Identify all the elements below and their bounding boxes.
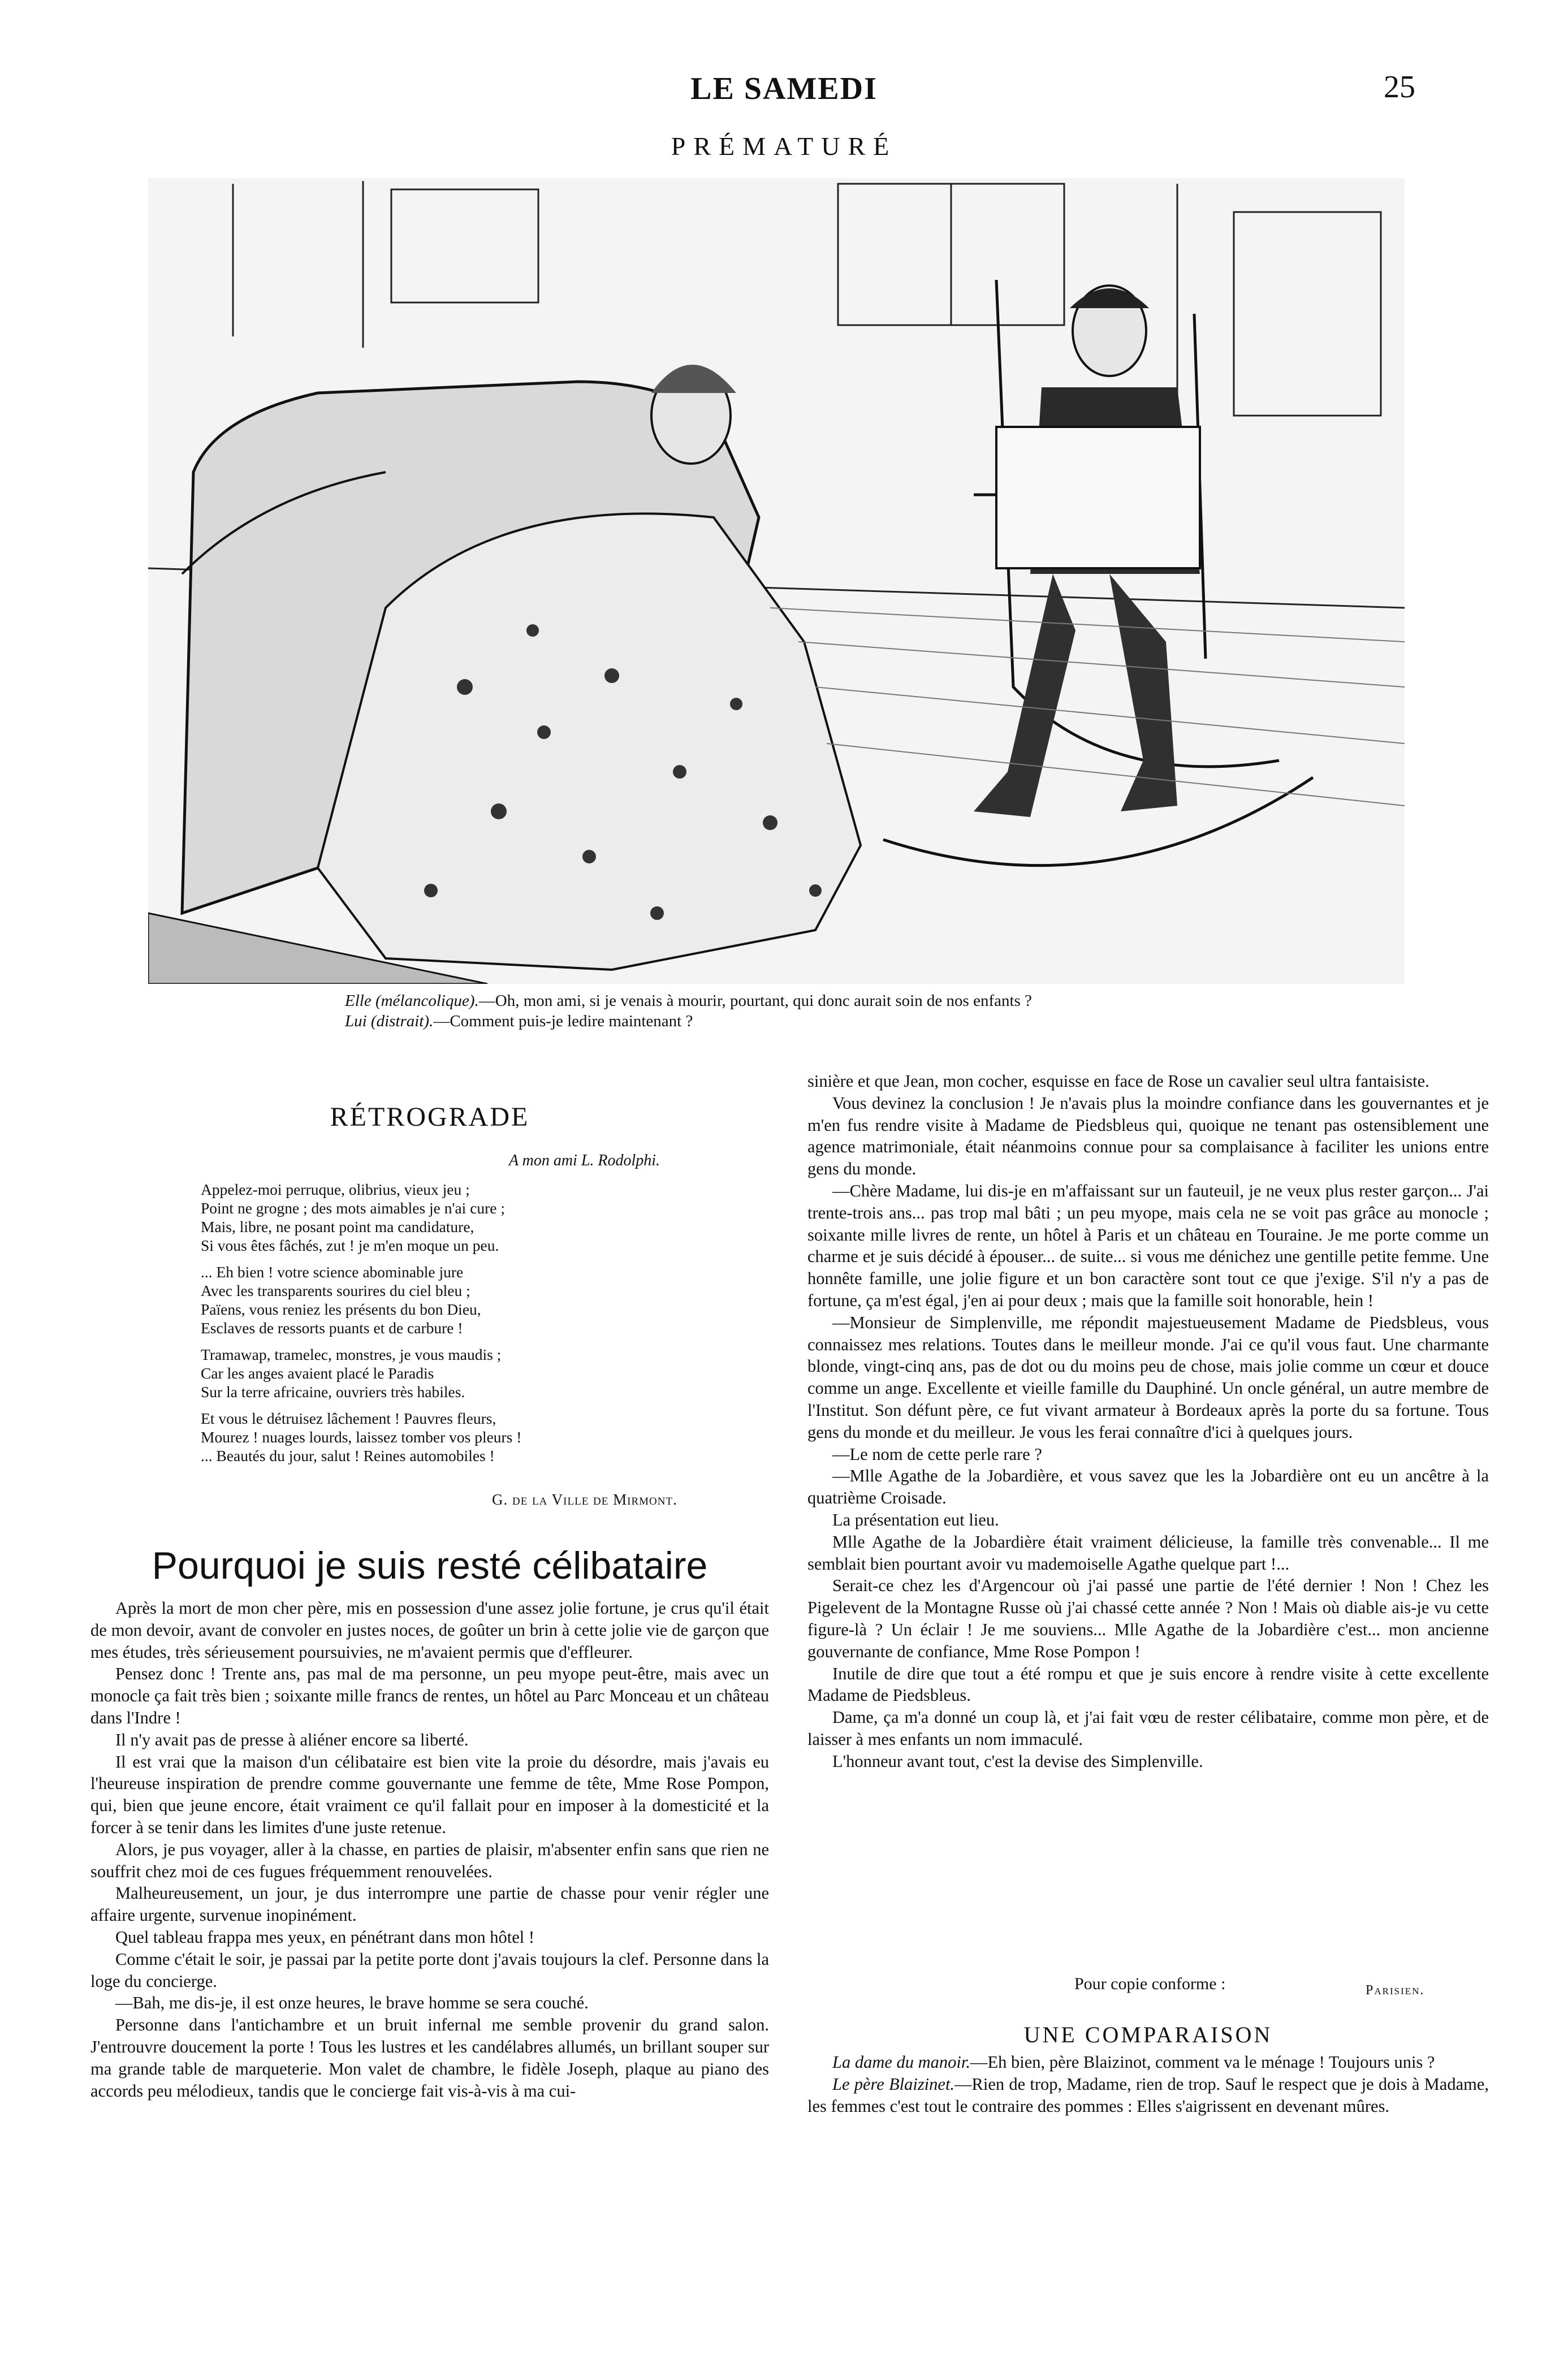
poem-line: Mourez ! nuages lourds, laissez tomber vos pleurs ! — [201, 1428, 522, 1446]
illustration-caption — [345, 991, 1306, 1031]
story-paragraph: Comme c'était le soir, je passai par la petite porte dont j'avais toujours la clef. Personne dans la loge du concierge. — [90, 1949, 769, 1991]
caption-text-2: —Comment puis-je ledire maintenant ? — [433, 1012, 693, 1030]
story-paragraph: Quel tableau frappa mes yeux, en pénétrant dans mon hôtel ! — [115, 1927, 535, 1947]
comparaison-line-2 — [807, 2073, 1489, 2118]
story-paragraph: —Le nom de cette perle rare ? — [832, 1444, 1042, 1464]
story-paragraph: L'honneur avant tout, c'est la devise des Simplenville. — [832, 1751, 1203, 1771]
comparaison-speaker-2: Le père Blaizinet. — [832, 2074, 955, 2094]
poem-line: Tramawap, tramelec, monstres, je vous maudis ; — [201, 1346, 502, 1363]
poem-stanza — [201, 1263, 755, 1337]
story-paragraph: Pensez donc ! Trente ans, pas mal de ma personne, un peu myope peut-être, mais avec un monocle ça fait très bien ; soixante mille francs de rentes, un hôtel au Parc Monceau et un château dans l'Indre ! — [90, 1664, 769, 1727]
story-paragraph: —Bah, me dis-je, il est onze heures, le brave homme se sera couché. — [115, 1993, 589, 2013]
comparaison-speaker-1: La dame du manoir. — [832, 2052, 971, 2072]
poem-line: Esclaves de ressorts puants et de carbure ! — [201, 1319, 463, 1337]
illustration — [148, 178, 1405, 984]
story-paragraph: Serait-ce chez les d'Argencour où j'ai passé une partie de l'été dernier ! Non ! Chez les Pigelevent de la Montagne Russe où j'ai chassé cette année ? Non ! Mais où diable ais-je vu cette figure-là ? Un éclair ! Je me souviens... Mlle Agathe de la Jobardière c'est... mon ancienne gouvernante de confiance, Mme Rose Pompon ! — [807, 1576, 1489, 1661]
poem-line: Car les anges avaient placé le Paradis — [201, 1364, 434, 1382]
poem-signature: G. de la Ville de Mirmont. — [492, 1491, 677, 1508]
poem-line: Point ne grogne ; des mots aimables je n'ai cure ; — [201, 1199, 506, 1217]
story-paragraph: —Monsieur de Simplenville, me répondit majestueusement Madame de Piedsbleus, vous connaissez mes relations. Toutes dans le meilleur monde. J'ai ce qu'il vous faut. Une charmante blonde, vingt-cinq ans, pas de dot ou du moins peu de chose, mais jolie comme un cœur et douce comme un ange. Excellente et vieille famille du Dauphiné. Un oncle général, un autre membre de l'Institut. Son défunt père, ce fut vivant armateur à Bordeaux après la porte du sa fortune. Tous gens du monde et du meilleur. Je vous les ferai connaître d'ici à quelques jours. — [807, 1312, 1489, 1442]
comparaison-text-1: —Eh bien, père Blaizinot, comment va le ménage ! Toujours unis ? — [970, 2052, 1435, 2072]
story-paragraph: Dame, ça m'a donné un coup là, et j'ai fait vœu de rester célibataire, comme mon père, et de laisser à mes enfants un nom immaculé. — [807, 1708, 1489, 1749]
story-paragraph: Mlle Agathe de la Jobardière était vraiment délicieuse, la famille très convenable... Il me semblait bien pourtant avoir vu mademoiselle Agathe quelque part !... — [807, 1532, 1489, 1574]
poem-stanza — [201, 1409, 755, 1465]
story-paragraph: Vous devinez la conclusion ! Je n'avais plus la moindre confiance dans les gouvernantes et je m'en fus rendre visite à Madame de Piedsbleus qui, quoique ne tenant pas ostensiblement une agence matrimoniale, était néanmoins connue pour sa complaisance à faciliter les unions entre gens du monde. — [807, 1093, 1489, 1179]
comparaison-body — [807, 2051, 1489, 2117]
story-paragraph: —Mlle Agathe de la Jobardière, et vous savez que les la Jobardière ont eu un ancêtre à la quatrième Croisade. — [807, 1466, 1489, 1508]
story-left-column — [90, 1597, 769, 2102]
caption-line-2 — [345, 1011, 1306, 1031]
story-paragraph: Il est vrai que la maison d'un célibataire est bien vite la proie du désordre, mais j'avais eu l'heureuse inspiration de prendre comme gouvernante une femme de tête, Mme Rose Pompon, qui, bien que jeune encore, était vraiment ce qu'il fallait pour en imposer à la domesticité et la forcer à se tenir dans les limites d'une juste retenue. — [90, 1752, 769, 1837]
story-paragraph: Il n'y avait pas de presse à aliéner encore sa liberté. — [115, 1730, 469, 1749]
story-paragraph: Personne dans l'antichambre et un bruit infernal me semble provenir du grand salon. J'entrouvre doucement la porte ! Tous les lustres et les candélabres allumés, un brillant souper sur ma grande table de marqueterie. Mon valet de chambre, le fidèle Joseph, plaque au piano des accords peu mélodieux, tandis que le concierge fait vis-à-vis à ma cui- — [90, 2015, 769, 2101]
caption-text-1: —Oh, mon ami, si je venais à mourir, pourtant, qui donc aurait soin de nos enfants ? — [478, 992, 1032, 1010]
poem-line: Sur la terre africaine, ouvriers très habiles. — [201, 1383, 465, 1401]
story-title: Pourquoi je suis resté célibataire — [152, 1544, 708, 1587]
page-number: 25 — [1384, 70, 1415, 105]
story-paragraph: Inutile de dire que tout a été rompu et que je suis encore à rendre visite à cette excellente Madame de Piedsbleus. — [807, 1663, 1489, 1705]
poem-line: Appelez-moi perruque, olibrius, vieux jeu ; — [201, 1181, 470, 1198]
poem-stanza — [201, 1180, 755, 1255]
story-signature: Parisien. — [1366, 1983, 1425, 1998]
poem-line: Si vous êtes fâchés, zut ! je m'en moque un peu. — [201, 1237, 499, 1254]
masthead: LE SAMEDI — [690, 71, 878, 106]
copy-conforme: Pour copie conforme : — [1074, 1974, 1226, 1993]
illustration-title: PRÉMATURÉ — [671, 132, 897, 161]
story-paragraph: La présentation eut lieu. — [832, 1510, 999, 1529]
comparaison-text-2: —Rien de trop, Madame, rien de trop. Sauf le respect que je dois à Madame, les femmes c'est tout le contraire des pommes : Elles s'aigrissent en devenant mûres. — [807, 2074, 1489, 2116]
story-right-paragraphs — [807, 1092, 1489, 1773]
story-paragraph: Après la mort de mon cher père, mis en possession d'une assez jolie fortune, je crus qu'il était de mon devoir, avant de convoler en justes noces, de goûter un brin à cette jolie vie de garçon que mes études, très sérieusement poursuivies, ne m'avaient permis que d'effleurer. — [90, 1598, 769, 1662]
story-paragraph: Alors, je pus voyager, aller à la chasse, en parties de plaisir, m'absenter enfin sans que rien ne souffrit chez moi de ces fugues fréquemment renouvelées. — [90, 1839, 769, 1881]
poem-line: ... Beautés du jour, salut ! Reines automobiles ! — [201, 1447, 495, 1464]
story-continuation: sinière et que Jean, mon cocher, esquisse en face de Rose un cavalier seul ultra fantaisiste. — [807, 1071, 1429, 1091]
poem-line: Avec les transparents sourires du ciel bleu ; — [201, 1282, 470, 1299]
comparaison-title: UNE COMPARAISON — [1023, 2022, 1273, 2047]
poem-dedication: A mon ami L. Rodolphi. — [509, 1152, 660, 1169]
poem-title: RÉTROGRADE — [330, 1102, 530, 1132]
poem-line: Mais, libre, ne posant point ma candidature, — [201, 1218, 474, 1235]
caption-speaker-1: Elle (mélancolique). — [345, 992, 479, 1010]
caption-line-1 — [345, 991, 1306, 1011]
story-right-column — [807, 1070, 1489, 1773]
poem-stanza — [201, 1345, 755, 1401]
poem-line: Et vous le détruisez lâchement ! Pauvres fleurs, — [201, 1410, 496, 1427]
illustration-drawing — [148, 178, 1405, 984]
story-paragraph: Malheureusement, un jour, je dus interrompre une partie de chasse pour venir régler une affaire urgente, survenue inopinément. — [90, 1883, 769, 1925]
poem-body — [201, 1180, 755, 1473]
poem-line: Païens, vous reniez les présents du bon Dieu, — [201, 1300, 481, 1318]
caption-speaker-2: Lui (distrait). — [345, 1012, 434, 1030]
comparaison-line-1 — [807, 2051, 1489, 2073]
story-paragraph: —Chère Madame, lui dis-je en m'affaissant sur un fauteuil, je ne veux plus rester garçon... J'ai trente-trois ans... pas trop mal bâti ; un peu myope, mais cela ne se voit pas grâce au monocle ; soixante mille livres de rente, un hôtel à Paris et un château en Touraine. Je me porte comme un charme et je suis décidé à épouser... de suite... si vous me dénichez une gentille petite femme. Une honnête famille, une jolie figure et un bon caractère sont tout ce que j'exige. S'il n'y a pas de fortune, ça m'est égal, j'en ai pour deux ; mais que la famille soit honorable, hein ! — [807, 1181, 1489, 1310]
poem-line: ... Eh bien ! votre science abominable jure — [201, 1263, 464, 1281]
